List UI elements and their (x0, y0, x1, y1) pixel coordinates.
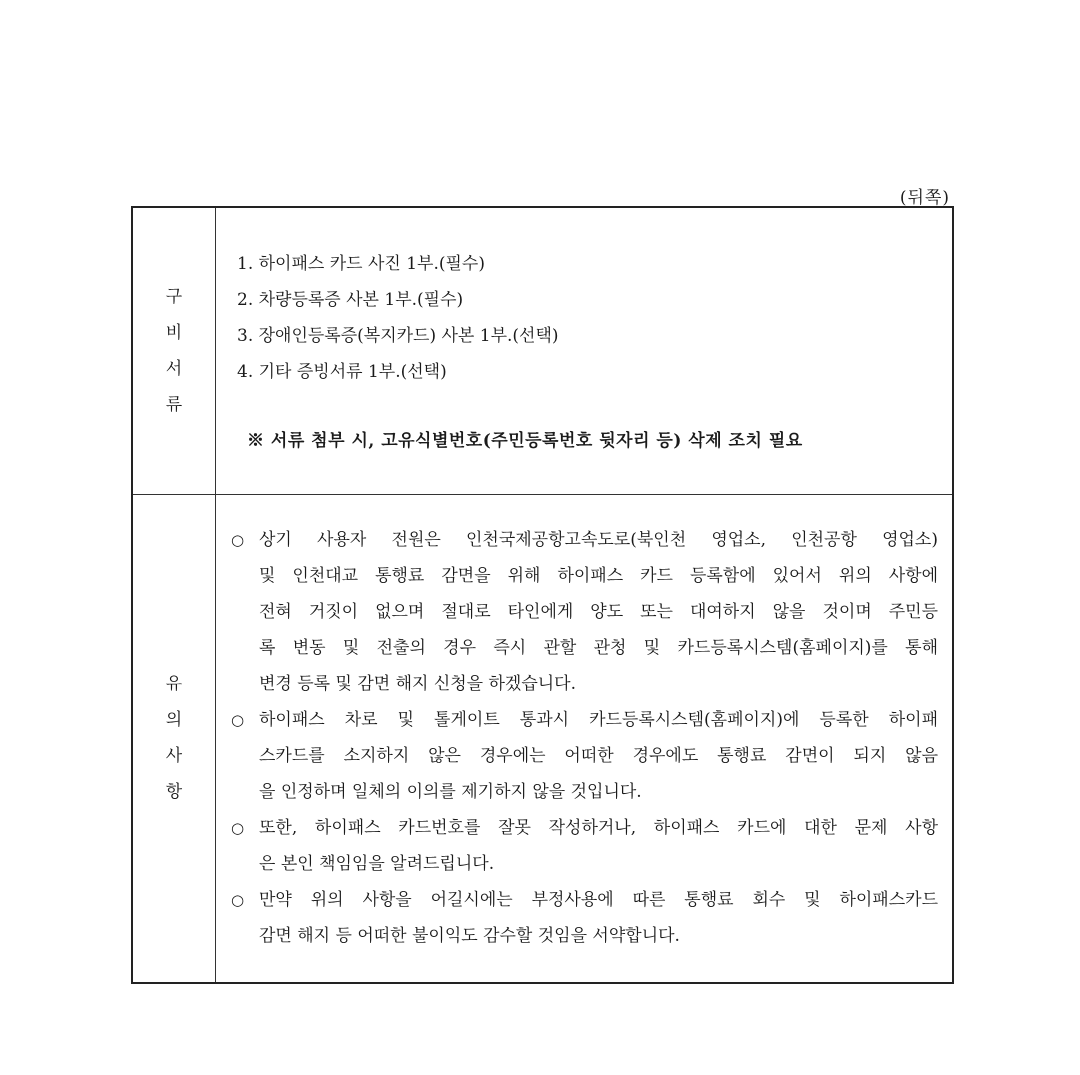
document-item: 2. 차량등록증 사본 1부.(필수) (237, 290, 464, 310)
document-attachment-notice: ※ 서류 첨부 시, 고유식별번호(주민등록번호 뒷자리 등) 삭제 조치 필요 (247, 431, 803, 451)
circle-bullet-icon: ○ (231, 891, 245, 909)
label-char: 유 (165, 674, 183, 694)
precaution-line: 변경 등록 및 감면 해지 신청을 하겠습니다. (259, 674, 577, 694)
precaution-line: 은 본인 책임임을 알려드립니다. (259, 854, 495, 874)
precaution-line: 상기 사용자 전원은 인천국제공항고속도로(북인천 영업소, 인천공항 영업소) (259, 530, 938, 550)
precautions-label (133, 494, 216, 982)
precaution-item (231, 702, 938, 810)
precautions-list (231, 522, 938, 954)
precaution-line: 하이패스 차로 및 톨게이트 통과시 카드등록시스템(홈페이지)에 등록한 하이패 (259, 710, 938, 730)
precautions-content (217, 494, 952, 982)
precaution-line: 전혀 거짓이 없으며 절대로 타인에게 양도 또는 대여하지 않을 것이며 주민등 (259, 602, 938, 622)
required-documents-row (133, 208, 952, 495)
precautions-row (133, 494, 952, 982)
page-side-label: (뒤쪽) (899, 188, 950, 208)
circle-bullet-icon: ○ (231, 711, 245, 729)
precaution-line: 감면 해지 등 어떠한 불이익도 감수할 것임을 서약합니다. (259, 926, 680, 946)
label-char: 구 (165, 287, 183, 307)
document-list (237, 246, 559, 390)
precaution-line: 을 인정하며 일체의 이의를 제기하지 않을 것입니다. (259, 782, 642, 802)
label-char: 사 (165, 746, 183, 766)
circle-bullet-icon: ○ (231, 531, 245, 549)
precaution-line: 및 인천대교 통행료 감면을 위해 하이패스 카드 등록함에 있어서 위의 사항에 (259, 566, 938, 586)
precaution-line: 또한, 하이패스 카드번호를 잘못 작성하거나, 하이패스 카드에 대한 문제 사항 (259, 818, 938, 838)
label-char: 의 (165, 710, 183, 730)
document-item: 4. 기타 증빙서류 1부.(선택) (237, 362, 447, 382)
document-item: 1. 하이패스 카드 사진 1부.(필수) (237, 254, 485, 274)
label-char: 비 (165, 323, 183, 343)
required-documents-content (217, 208, 952, 494)
form-table (131, 206, 954, 984)
document-item: 3. 장애인등록증(복지카드) 사본 1부.(선택) (237, 326, 559, 346)
label-char: 류 (165, 395, 183, 415)
required-documents-label (133, 208, 216, 494)
precaution-item (231, 882, 938, 954)
precaution-line: 록 변동 및 전출의 경우 즉시 관할 관청 및 카드등록시스템(홈페이지)를 통해 (259, 638, 938, 658)
label-char: 서 (165, 359, 183, 379)
precaution-item (231, 522, 938, 702)
circle-bullet-icon: ○ (231, 819, 245, 837)
precaution-item (231, 810, 938, 882)
label-char: 항 (165, 782, 183, 802)
precaution-line: 스카드를 소지하지 않은 경우에는 어떠한 경우에도 통행료 감면이 되지 않음 (259, 746, 938, 766)
precaution-line: 만약 위의 사항을 어길시에는 부정사용에 따른 통행료 회수 및 하이패스카드 (259, 890, 938, 910)
